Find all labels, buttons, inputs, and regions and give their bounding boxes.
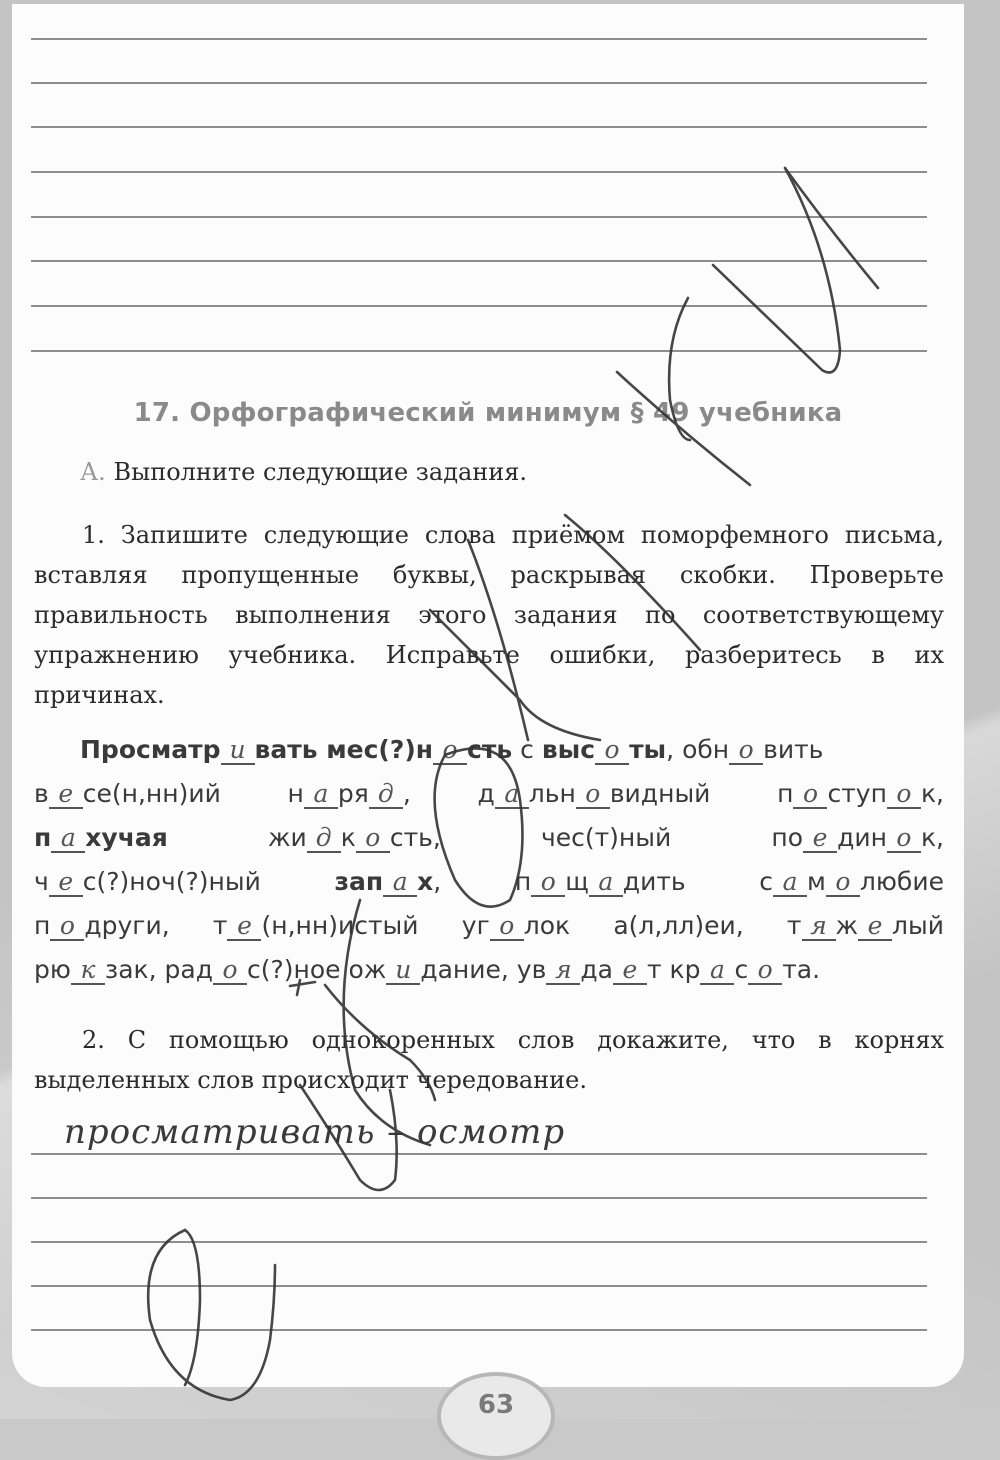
filled-blank: д xyxy=(369,781,403,809)
word-list xyxy=(34,728,944,992)
word-group xyxy=(34,904,170,948)
word-fragment: та. xyxy=(782,955,821,984)
word-group xyxy=(268,816,441,860)
word-fragment: с(?)ное ож xyxy=(247,955,387,984)
word-fragment: м xyxy=(807,867,826,896)
filled-blank: е xyxy=(227,913,261,941)
word-group xyxy=(334,860,441,904)
word-fragment: п xyxy=(34,911,51,940)
word-fragment: чес(т)ный xyxy=(540,823,672,852)
word-fragment: вать мес(?)н xyxy=(254,735,434,764)
task-1-instructions xyxy=(34,515,944,715)
ruled-line xyxy=(31,126,927,128)
filled-blank: е xyxy=(803,825,837,853)
word-fragment: да xyxy=(580,955,613,984)
filled-blank: о xyxy=(887,781,921,809)
word-fragment: к xyxy=(340,823,356,852)
filled-blank: а xyxy=(773,869,807,897)
word-group xyxy=(787,904,944,948)
filled-blank: е xyxy=(858,913,892,941)
word-fragment: дин xyxy=(837,823,887,852)
filled-blank: о xyxy=(826,869,860,897)
word-fragment: с xyxy=(512,735,542,764)
word-group xyxy=(34,816,168,860)
filled-blank: а xyxy=(700,957,734,985)
filled-blank: д xyxy=(307,825,341,853)
filled-blank: о xyxy=(490,913,524,941)
word-fragment: лок xyxy=(523,911,571,940)
filled-blank: и xyxy=(221,737,255,765)
filled-blank: о xyxy=(213,957,247,985)
exercise-title: 17. Орфографический минимум § 49 учебника xyxy=(133,398,843,428)
word-fragment: други, xyxy=(84,911,170,940)
filled-blank: о xyxy=(433,737,467,765)
filled-blank: к xyxy=(71,957,105,985)
word-fragment: любие xyxy=(859,867,944,896)
ruled-line xyxy=(31,1241,927,1243)
filled-blank: а xyxy=(383,869,417,897)
page-number: 63 xyxy=(477,1390,515,1420)
word-group xyxy=(613,904,743,948)
word-fragment: сть xyxy=(467,735,513,764)
ruled-line xyxy=(31,260,927,262)
word-fragment: с(?)ноч(?)ный xyxy=(82,867,261,896)
ruled-line xyxy=(31,305,927,307)
filled-blank: о xyxy=(50,913,84,941)
word-fragment: видный xyxy=(609,779,711,808)
word-fragment: к, xyxy=(920,823,944,852)
word-fragment: хучая xyxy=(85,823,168,852)
word-fragment: льн xyxy=(528,779,576,808)
word-fragment: п xyxy=(34,823,52,852)
word-fragment: выс xyxy=(541,735,596,764)
word-fragment: се(н,нн)ий xyxy=(82,779,221,808)
ruled-line xyxy=(31,350,927,352)
word-fragment: Просматр xyxy=(80,735,221,764)
filled-blank: о xyxy=(729,737,763,765)
word-fragment: вить xyxy=(763,735,824,764)
word-fragment: жи xyxy=(267,823,307,852)
word-fragment: т xyxy=(212,911,228,940)
word-fragment: , xyxy=(402,779,411,808)
word-fragment: ря xyxy=(337,779,369,808)
word-fragment: сть, xyxy=(389,823,441,852)
filled-blank: я xyxy=(802,913,836,941)
filled-blank: а xyxy=(495,781,529,809)
word-fragment: с xyxy=(734,955,749,984)
filled-blank: о xyxy=(748,957,782,985)
word-fragment: уг xyxy=(461,911,490,940)
word-fragment: зап xyxy=(334,867,384,896)
word-line xyxy=(34,860,944,904)
word-fragment: а(л,лл)еи, xyxy=(613,911,744,940)
filled-blank: о xyxy=(887,825,921,853)
ruled-line xyxy=(31,1153,927,1155)
word-group xyxy=(759,860,944,904)
task-2-instructions xyxy=(34,1020,944,1100)
word-group xyxy=(288,772,411,816)
filled-blank: е xyxy=(613,957,647,985)
ruled-line xyxy=(31,216,927,218)
ruled-line xyxy=(31,1197,927,1199)
word-group xyxy=(541,816,671,860)
filled-blank: о xyxy=(793,781,827,809)
filled-blank: а xyxy=(51,825,85,853)
word-fragment: х xyxy=(417,867,434,896)
word-fragment: ч xyxy=(34,867,49,896)
word-fragment: щ xyxy=(565,867,589,896)
section-a xyxy=(80,458,527,486)
filled-blank: о xyxy=(576,781,610,809)
filled-blank: о xyxy=(595,737,629,765)
word-line xyxy=(34,728,944,772)
word-group xyxy=(777,772,944,816)
word-fragment: дить xyxy=(622,867,686,896)
word-fragment: д xyxy=(477,779,495,808)
filled-blank: е xyxy=(49,781,83,809)
word-group xyxy=(213,904,419,948)
word-fragment: п xyxy=(514,867,532,896)
word-fragment: , xyxy=(433,867,442,896)
filled-blank: я xyxy=(546,957,580,985)
ruled-line xyxy=(31,82,927,84)
word-fragment: рю xyxy=(34,955,71,984)
word-line xyxy=(34,904,944,948)
task-2-text: 2. С помощью однокоренных слов докажите, что в корнях выделенных слов происходит чередование. xyxy=(34,1026,944,1094)
section-a-text: Выполните следующие задания. xyxy=(113,458,528,486)
word-fragment: т xyxy=(786,911,802,940)
word-fragment: лый xyxy=(892,911,944,940)
word-fragment: (н,нн)истый xyxy=(261,911,419,940)
filled-blank: и xyxy=(386,957,420,985)
word-fragment: с xyxy=(759,867,774,896)
word-group xyxy=(34,948,820,992)
filled-blank: о xyxy=(356,825,390,853)
word-group xyxy=(477,772,710,816)
word-group xyxy=(34,772,221,816)
filled-blank: а xyxy=(304,781,338,809)
handwritten-answer: просматривать – осмотр xyxy=(64,1112,566,1152)
word-group xyxy=(462,904,570,948)
word-line xyxy=(34,948,944,992)
word-fragment: дание, ув xyxy=(420,955,547,984)
word-fragment: , обн xyxy=(666,735,730,764)
word-fragment: п xyxy=(777,779,794,808)
task-1-text: 1. Запишите следующие слова приёмом поморфемного письма, вставляя пропущенные буквы, раскрывая скобки. Проверьте правильность выполнения этого задания по соответствующему упражнению учебника. Исправьте ошибки, разберитесь в их причинах. xyxy=(34,521,944,709)
filled-blank: е xyxy=(49,869,83,897)
ruled-line xyxy=(31,1329,927,1331)
word-line xyxy=(34,772,944,816)
ruled-line xyxy=(31,171,927,173)
section-a-label: А. xyxy=(80,458,106,486)
word-fragment: ты xyxy=(629,735,667,764)
word-fragment: ж xyxy=(835,911,859,940)
word-group xyxy=(771,816,944,860)
filled-blank: а xyxy=(589,869,623,897)
word-fragment: по xyxy=(771,823,804,852)
word-fragment: т кр xyxy=(646,955,701,984)
word-fragment: в xyxy=(34,779,49,808)
word-line xyxy=(34,816,944,860)
word-fragment: ступ xyxy=(827,779,887,808)
word-fragment: н xyxy=(287,779,304,808)
word-group xyxy=(34,860,261,904)
word-group xyxy=(80,728,823,772)
word-fragment: к, xyxy=(920,779,944,808)
word-fragment: зак, рад xyxy=(104,955,214,984)
word-group xyxy=(515,860,686,904)
ruled-line xyxy=(31,38,927,40)
ruled-line xyxy=(31,1285,927,1287)
filled-blank: о xyxy=(531,869,565,897)
